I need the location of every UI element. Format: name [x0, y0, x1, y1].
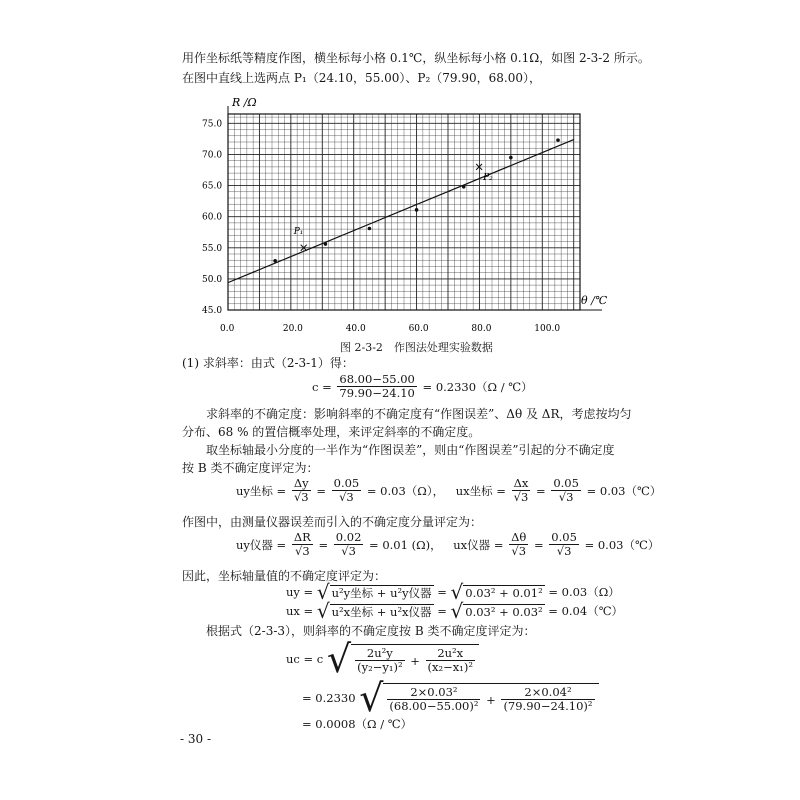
data-point [368, 227, 372, 231]
y-tick-label: 65.0 [202, 181, 223, 192]
page-number: - 30 - [180, 732, 212, 746]
ux-equation: ux = √ u²x坐标 + u²x仪器 = √ 0.03² + 0.03² = 0.04（℃） [286, 599, 624, 623]
x-tick-label: 80.0 [471, 324, 492, 334]
p2-label: P₂ [483, 172, 493, 183]
step-1-text: (1) 求斜率：由式（2-3-1）得： [182, 356, 354, 370]
y-tick-label: 45.0 [202, 306, 223, 316]
uy-equation: uy = √ u²y坐标 + u²y仪器 = √ 0.03² + 0.01² = 0.03（Ω） [286, 580, 620, 604]
y-axis-label: R /Ω [232, 96, 257, 109]
x-tick-label: 40.0 [345, 324, 366, 334]
x-tick-label: 0.0 [220, 324, 235, 334]
x-tick-label: 60.0 [408, 324, 429, 334]
data-point [509, 156, 513, 160]
resistance-temperature-graph [196, 90, 620, 354]
data-point [324, 242, 328, 246]
para-2b: 按 B 类不确定度评定为： [182, 461, 319, 475]
figure-caption: 图 2-3-2 作图法处理实验数据 [340, 341, 493, 354]
instrument-error-equations: uy仪器 = $\frac{\Delta R}{√3}$ = $\frac{0.02}{√3}$ = 0.01 (Ω)， ux仪器 = $\frac{\Delta\theta}{√3}$ = $\frac{0.05}{√3}$ = 0.03（℃） [236, 530, 660, 558]
para-2a: 取坐标轴最小分度的一半作为“作图误差”，则由“作图误差”引起的分不确定度 [206, 443, 615, 457]
y-tick-label: 70.0 [202, 150, 223, 161]
data-point [462, 185, 466, 189]
x-axis-label: θ /℃ [581, 294, 608, 307]
graph-tick-labels [202, 119, 560, 334]
uc-substituted: = 0.2330 √ $\frac{\text{2×0.03²}}{\text{(68.00−55.00)²}}$ + $\frac{\text{2×0.04²}}{\text{(79.90−24.10)²}}$ [302, 679, 599, 717]
text-line-2: 在图中直线上选两点 P₁（24.10，55.00）、P₂（79.90，68.00）， [182, 71, 541, 85]
fit-line [228, 140, 574, 283]
uc-formula: uc = c √ $\frac{\text{2u²y}}{\text{(y₂−y₁)²}}$ + $\frac{\text{2u²x}}{\text{(x₂−x₁)²}}$ [286, 640, 479, 678]
data-point [556, 138, 560, 142]
y-tick-label: 50.0 [202, 274, 223, 285]
y-tick-label: 55.0 [202, 243, 223, 254]
y-tick-label: 75.0 [202, 119, 223, 130]
x-tick-label: 20.0 [282, 324, 303, 334]
data-point [273, 259, 277, 263]
graph-grid [228, 106, 602, 310]
p1-label: P₁ [293, 226, 304, 237]
y-tick-label: 60.0 [202, 212, 223, 223]
slope-equation: c = $\frac{68.00-55.00}{79.90-24.10}$ = 0.2330（Ω / ℃） [312, 372, 533, 400]
para-1a: 求斜率的不确定度：影响斜率的不确定度有“作图误差”、Δθ 及 ΔR，考虑按均匀 [206, 407, 632, 421]
uc-result: = 0.0008（Ω / ℃） [302, 717, 413, 731]
data-point [415, 208, 419, 212]
para-3: 作图中，由测量仪器误差而引入的不确定度分量评定为： [182, 515, 483, 529]
para-4: 因此，坐标轴量值的不确定度评定为： [182, 569, 387, 583]
para-1b: 分布、68 % 的置信概率处理，来评定斜率的不确定度。 [182, 425, 481, 439]
para-5: 根据式（2-3-3），则斜率的不确定度按 B 类不确定度评定为： [206, 624, 536, 638]
x-tick-label: 100.0 [534, 324, 561, 334]
text-line-1: 用作坐标纸等精度作图，横坐标每小格 0.1℃，纵坐标每小格 0.1Ω，如图 2-3-2 所示。 [182, 51, 650, 65]
plot-error-equations: uy坐标 = $\frac{\Delta y}{√3}$ = $\frac{0.05}{√3}$ = 0.03（Ω）， ux坐标 = $\frac{\Delta x}{√3}$ = $\frac{0.05}{√3}$ = 0.03（℃） [236, 476, 662, 504]
